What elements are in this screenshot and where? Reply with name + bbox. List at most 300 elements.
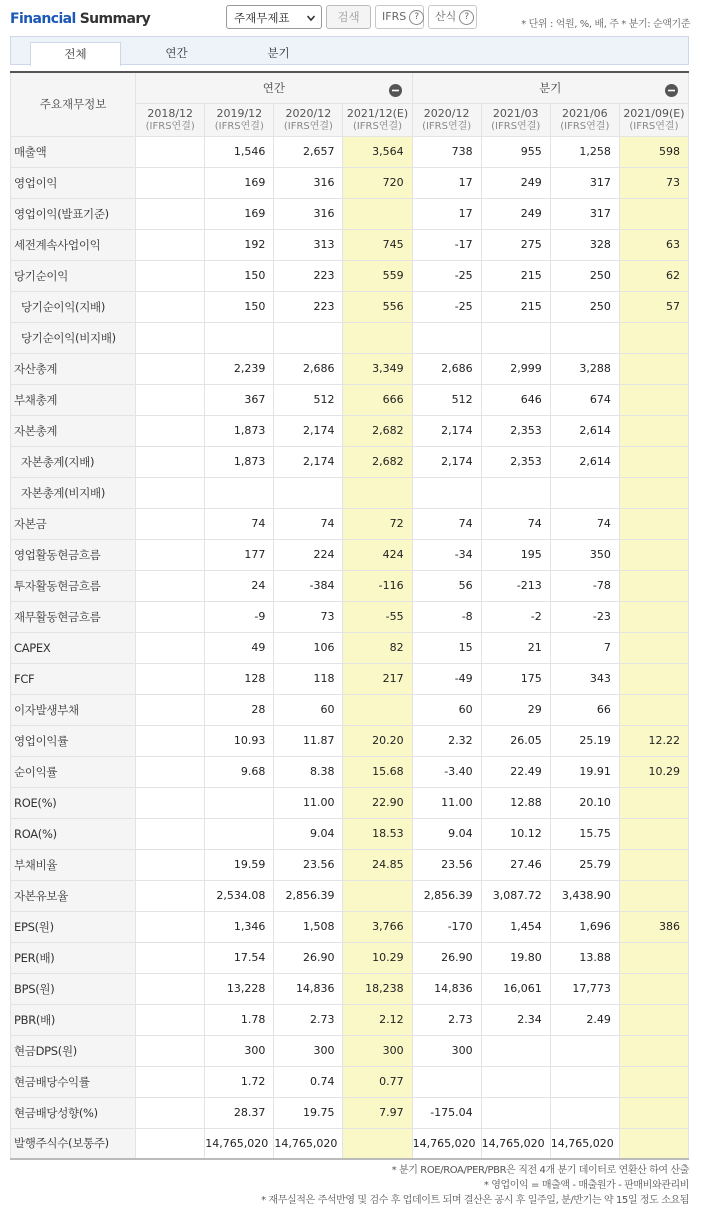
- table-cell: 2,686: [412, 353, 481, 384]
- table-cell: 1,346: [205, 911, 274, 942]
- table-cell: 13.88: [550, 942, 619, 973]
- table-cell: -213: [481, 570, 550, 601]
- table-cell: [619, 353, 688, 384]
- row-label: 자본총계(비지배): [11, 477, 136, 508]
- table-cell: 2,174: [412, 415, 481, 446]
- row-label: 세전계속사업이익: [11, 229, 136, 260]
- table-cell: 9.04: [412, 818, 481, 849]
- table-cell: 24: [205, 570, 274, 601]
- table-cell: 745: [343, 229, 412, 260]
- table-cell: 2,353: [481, 415, 550, 446]
- table-cell: 313: [274, 229, 343, 260]
- table-cell: 9.68: [205, 756, 274, 787]
- table-cell: 0.74: [274, 1066, 343, 1097]
- table-cell: 28.37: [205, 1097, 274, 1128]
- table-cell: 13,228: [205, 973, 274, 1004]
- table-cell: 215: [481, 291, 550, 322]
- tab-all[interactable]: 전체: [30, 42, 121, 66]
- table-row: [11, 725, 689, 756]
- table-cell: [136, 539, 205, 570]
- table-row: [11, 539, 689, 570]
- table-cell: -384: [274, 570, 343, 601]
- table-cell: [136, 601, 205, 632]
- table-cell: -2: [481, 601, 550, 632]
- row-label: 자본유보율: [11, 880, 136, 911]
- table-cell: 1,454: [481, 911, 550, 942]
- table-cell: [136, 818, 205, 849]
- row-label: 영업이익: [11, 167, 136, 198]
- table-cell: 82: [343, 632, 412, 663]
- table-cell: [412, 477, 481, 508]
- table-cell: 26.90: [274, 942, 343, 973]
- table-cell: 2,856.39: [412, 880, 481, 911]
- row-label: 자본금: [11, 508, 136, 539]
- table-cell: 1,696: [550, 911, 619, 942]
- quarter-group-header: [412, 72, 688, 103]
- statement-type-value: 주재무제표: [234, 11, 290, 25]
- table-cell: 17: [412, 198, 481, 229]
- table-cell: [550, 1035, 619, 1066]
- title-summary: Summary: [79, 11, 151, 27]
- help-icon: ?: [459, 10, 474, 25]
- table-cell: 15.75: [550, 818, 619, 849]
- table-cell: 21: [481, 632, 550, 663]
- formula-help-button[interactable]: [428, 5, 477, 29]
- table-cell: 11.00: [274, 787, 343, 818]
- table-cell: 18,238: [343, 973, 412, 1004]
- period-label: 2021/09(E): [623, 106, 685, 120]
- table-row: [11, 880, 689, 911]
- table-cell: [136, 1035, 205, 1066]
- table-cell: [550, 1097, 619, 1128]
- table-cell: 7.97: [343, 1097, 412, 1128]
- table-cell: 24.85: [343, 849, 412, 880]
- table-cell: 2,239: [205, 353, 274, 384]
- table-cell: [136, 167, 205, 198]
- table-row: [11, 787, 689, 818]
- footnote-3: * 재무실적은 주석반영 및 검수 후 업데이트 되며 결산은 공시 후 일주일, 분/반기는 약 15일 정도 소요됨: [261, 1195, 689, 1206]
- table-cell: 128: [205, 663, 274, 694]
- statement-type-select[interactable]: [226, 5, 322, 29]
- table-cell: [136, 446, 205, 477]
- table-cell: -49: [412, 663, 481, 694]
- period-header: [550, 103, 619, 136]
- table-row: [11, 1097, 689, 1128]
- table-cell: 1,258: [550, 136, 619, 167]
- table-cell: -9: [205, 601, 274, 632]
- table-row: [11, 663, 689, 694]
- table-cell: 367: [205, 384, 274, 415]
- table-cell: 19.80: [481, 942, 550, 973]
- table-cell: 3,564: [343, 136, 412, 167]
- table-cell: 2,682: [343, 415, 412, 446]
- table-cell: [619, 1097, 688, 1128]
- table-cell: 7: [550, 632, 619, 663]
- table-cell: [136, 663, 205, 694]
- table-cell: [619, 477, 688, 508]
- row-label: PBR(배): [11, 1004, 136, 1035]
- table-cell: [136, 694, 205, 725]
- table-cell: [136, 136, 205, 167]
- table-cell: [274, 477, 343, 508]
- table-cell: 16,061: [481, 973, 550, 1004]
- table-cell: 73: [274, 601, 343, 632]
- table-cell: -55: [343, 601, 412, 632]
- table-cell: [136, 353, 205, 384]
- table-cell: [136, 973, 205, 1004]
- table-cell: 26.90: [412, 942, 481, 973]
- table-cell: [205, 477, 274, 508]
- table-cell: 14,836: [412, 973, 481, 1004]
- table-row: [11, 415, 689, 446]
- row-label: 부채비율: [11, 849, 136, 880]
- table-cell: [619, 663, 688, 694]
- table-cell: [481, 1097, 550, 1128]
- row-label: 투자활동현금흐름: [11, 570, 136, 601]
- table-cell: [136, 322, 205, 353]
- table-cell: 20.20: [343, 725, 412, 756]
- table-cell: 3,438.90: [550, 880, 619, 911]
- table-cell: [136, 787, 205, 818]
- table-cell: [136, 477, 205, 508]
- table-row: [11, 601, 689, 632]
- tab-quarter[interactable]: 분기: [267, 46, 290, 60]
- table-cell: [136, 632, 205, 663]
- table-cell: 72: [343, 508, 412, 539]
- table-cell: 11.00: [412, 787, 481, 818]
- period-basis: (IFRS연결): [214, 120, 264, 132]
- period-label: 2018/12: [147, 106, 194, 120]
- table-cell: 8.38: [274, 756, 343, 787]
- table-cell: [619, 415, 688, 446]
- row-label: 당기순이익(지배): [11, 291, 136, 322]
- title-financial: Financial: [10, 11, 76, 27]
- table-cell: 1,546: [205, 136, 274, 167]
- table-cell: 598: [619, 136, 688, 167]
- table-row: [11, 818, 689, 849]
- table-cell: [481, 322, 550, 353]
- table-cell: 1.72: [205, 1066, 274, 1097]
- table-row: [11, 1004, 689, 1035]
- tab-annual[interactable]: 연간: [165, 46, 188, 60]
- table-cell: 60: [412, 694, 481, 725]
- table-cell: [619, 1035, 688, 1066]
- table-cell: [619, 787, 688, 818]
- table-row: [11, 1066, 689, 1097]
- table-cell: 192: [205, 229, 274, 260]
- annual-group-label: 연간: [262, 80, 285, 95]
- table-cell: -34: [412, 539, 481, 570]
- table-cell: 3,349: [343, 353, 412, 384]
- row-label: 당기순이익: [11, 260, 136, 291]
- table-cell: 17.54: [205, 942, 274, 973]
- period-basis: (IFRS연결): [145, 120, 195, 132]
- table-cell: [136, 725, 205, 756]
- row-label: 당기순이익(비지배): [11, 322, 136, 353]
- table-cell: -25: [412, 291, 481, 322]
- table-cell: 666: [343, 384, 412, 415]
- table-cell: [619, 1004, 688, 1035]
- table-cell: 12.88: [481, 787, 550, 818]
- table-row: [11, 291, 689, 322]
- period-basis: (IFRS연결): [352, 120, 403, 132]
- table-cell: [619, 880, 688, 911]
- table-cell: 559: [343, 260, 412, 291]
- table-cell: 74: [550, 508, 619, 539]
- period-header: [136, 103, 205, 136]
- table-cell: 215: [481, 260, 550, 291]
- table-cell: 14,765,020: [412, 1128, 481, 1159]
- table-cell: 317: [550, 198, 619, 229]
- table-cell: 14,765,020: [550, 1128, 619, 1159]
- table-cell: 512: [412, 384, 481, 415]
- table-cell: 1.78: [205, 1004, 274, 1035]
- table-cell: -8: [412, 601, 481, 632]
- table-cell: 2,856.39: [274, 880, 343, 911]
- table-cell: 2.73: [274, 1004, 343, 1035]
- table-cell: [136, 384, 205, 415]
- collapse-quarter-icon[interactable]: [665, 84, 678, 97]
- table-cell: 49: [205, 632, 274, 663]
- table-cell: [619, 198, 688, 229]
- table-cell: [412, 1066, 481, 1097]
- table-cell: [136, 415, 205, 446]
- period-header: [274, 103, 343, 136]
- table-cell: [619, 570, 688, 601]
- table-cell: [619, 508, 688, 539]
- row-label: 발행주식수(보통주): [11, 1128, 136, 1159]
- table-cell: 66: [550, 694, 619, 725]
- table-cell: 2.34: [481, 1004, 550, 1035]
- table-cell: 3,087.72: [481, 880, 550, 911]
- table-row: [11, 911, 689, 942]
- table-cell: 250: [550, 260, 619, 291]
- table-cell: -170: [412, 911, 481, 942]
- table-cell: 217: [343, 663, 412, 694]
- period-header: [412, 103, 481, 136]
- table-cell: 512: [274, 384, 343, 415]
- table-row: [11, 570, 689, 601]
- table-cell: [619, 539, 688, 570]
- table-row: [11, 756, 689, 787]
- table-cell: 19.91: [550, 756, 619, 787]
- table-cell: 386: [619, 911, 688, 942]
- table-cell: 10.93: [205, 725, 274, 756]
- table-cell: 14,765,020: [274, 1128, 343, 1159]
- table-cell: 2,174: [274, 415, 343, 446]
- table-cell: 1,873: [205, 446, 274, 477]
- table-cell: 17: [412, 167, 481, 198]
- table-row: [11, 260, 689, 291]
- table-row: [11, 477, 689, 508]
- header-bar: [0, 0, 701, 36]
- table-cell: 2,353: [481, 446, 550, 477]
- table-cell: 223: [274, 260, 343, 291]
- table-cell: 424: [343, 539, 412, 570]
- chevron-down-icon: [307, 14, 315, 22]
- financial-table: [10, 71, 689, 1160]
- table-cell: 2,174: [274, 446, 343, 477]
- period-label: 2019/12: [216, 106, 263, 120]
- table-cell: [619, 942, 688, 973]
- table-row: [11, 1035, 689, 1066]
- table-cell: [619, 322, 688, 353]
- row-label: 자본총계: [11, 415, 136, 446]
- table-cell: 29: [481, 694, 550, 725]
- table-cell: 195: [481, 539, 550, 570]
- table-cell: 73: [619, 167, 688, 198]
- table-cell: [619, 1128, 688, 1159]
- table-cell: [481, 1035, 550, 1066]
- table-cell: 223: [274, 291, 343, 322]
- table-cell: 150: [205, 291, 274, 322]
- table-cell: [343, 198, 412, 229]
- table-cell: [343, 880, 412, 911]
- table-row: [11, 229, 689, 260]
- table-cell: [274, 322, 343, 353]
- table-cell: 317: [550, 167, 619, 198]
- row-label: BPS(원): [11, 973, 136, 1004]
- table-cell: [136, 1097, 205, 1128]
- ifrs-help-button[interactable]: [375, 5, 424, 29]
- table-cell: 2,174: [412, 446, 481, 477]
- row-label: 재무활동현금흐름: [11, 601, 136, 632]
- period-label: 2021/06: [561, 106, 608, 120]
- table-cell: [343, 694, 412, 725]
- table-cell: 328: [550, 229, 619, 260]
- table-cell: 25.79: [550, 849, 619, 880]
- table-cell: -78: [550, 570, 619, 601]
- row-label: CAPEX: [11, 632, 136, 663]
- table-row: [11, 322, 689, 353]
- table-cell: 2.12: [343, 1004, 412, 1035]
- table-cell: -175.04: [412, 1097, 481, 1128]
- table-row: [11, 632, 689, 663]
- table-cell: 2,999: [481, 353, 550, 384]
- table-cell: 3,766: [343, 911, 412, 942]
- table-cell: [136, 1128, 205, 1159]
- table-cell: 74: [205, 508, 274, 539]
- table-cell: 25.19: [550, 725, 619, 756]
- table-cell: 175: [481, 663, 550, 694]
- table-cell: [136, 508, 205, 539]
- period-label: 2020/12: [285, 106, 332, 120]
- table-cell: [205, 787, 274, 818]
- table-cell: [550, 322, 619, 353]
- row-label: 영업활동현금흐름: [11, 539, 136, 570]
- row-label: 영업이익(발표기준): [11, 198, 136, 229]
- table-cell: 674: [550, 384, 619, 415]
- table-cell: [619, 849, 688, 880]
- row-label: 매출액: [11, 136, 136, 167]
- table-cell: 2,686: [274, 353, 343, 384]
- table-cell: [136, 291, 205, 322]
- row-label: 현금배당성향(%): [11, 1097, 136, 1128]
- table-cell: [412, 322, 481, 353]
- table-cell: -23: [550, 601, 619, 632]
- annual-group-header: [136, 72, 412, 103]
- table-row: [11, 1128, 689, 1159]
- row-label: ROA(%): [11, 818, 136, 849]
- table-cell: 14,765,020: [481, 1128, 550, 1159]
- table-cell: 22.90: [343, 787, 412, 818]
- table-cell: 249: [481, 167, 550, 198]
- financial-table-body: [11, 136, 689, 1159]
- table-cell: 56: [412, 570, 481, 601]
- table-cell: [136, 911, 205, 942]
- table-cell: 275: [481, 229, 550, 260]
- table-cell: [481, 1066, 550, 1097]
- table-cell: 169: [205, 167, 274, 198]
- table-cell: 60: [274, 694, 343, 725]
- table-row: [11, 508, 689, 539]
- table-cell: [619, 818, 688, 849]
- table-cell: [619, 632, 688, 663]
- table-cell: 3,288: [550, 353, 619, 384]
- table-cell: [619, 1066, 688, 1097]
- table-cell: -25: [412, 260, 481, 291]
- table-row: [11, 942, 689, 973]
- table-cell: 646: [481, 384, 550, 415]
- table-row: [11, 849, 689, 880]
- table-cell: [205, 818, 274, 849]
- table-cell: [136, 942, 205, 973]
- table-cell: [136, 570, 205, 601]
- period-basis: (IFRS연결): [491, 120, 541, 132]
- collapse-annual-icon[interactable]: [389, 84, 402, 97]
- table-cell: 57: [619, 291, 688, 322]
- table-cell: 10.12: [481, 818, 550, 849]
- table-row: [11, 694, 689, 725]
- table-cell: [136, 1004, 205, 1035]
- table-cell: 224: [274, 539, 343, 570]
- row-label: 이자발생부채: [11, 694, 136, 725]
- table-cell: 19.59: [205, 849, 274, 880]
- table-cell: [619, 694, 688, 725]
- row-header-label: 주요재무정보: [11, 72, 136, 136]
- footnote-1: * 분기 ROE/ROA/PER/PBR은 직전 4개 분기 데이터로 연환산 하여 산출: [391, 1165, 689, 1176]
- table-cell: 955: [481, 136, 550, 167]
- table-cell: [550, 1066, 619, 1097]
- table-cell: 300: [343, 1035, 412, 1066]
- table-row: [11, 973, 689, 1004]
- table-cell: 17,773: [550, 973, 619, 1004]
- table-cell: 22.49: [481, 756, 550, 787]
- help-icon: ?: [409, 10, 424, 25]
- row-label: FCF: [11, 663, 136, 694]
- table-row: [11, 136, 689, 167]
- table-cell: [136, 756, 205, 787]
- table-cell: 14,836: [274, 973, 343, 1004]
- period-basis: (IFRS연결): [283, 120, 333, 132]
- table-cell: -3.40: [412, 756, 481, 787]
- table-row: [11, 353, 689, 384]
- table-cell: -17: [412, 229, 481, 260]
- table-cell: [136, 1066, 205, 1097]
- table-cell: 26.05: [481, 725, 550, 756]
- table-cell: 15: [412, 632, 481, 663]
- table-cell: [343, 322, 412, 353]
- search-button[interactable]: 검색: [326, 5, 371, 29]
- table-cell: 20.10: [550, 787, 619, 818]
- table-cell: [619, 973, 688, 1004]
- table-cell: 738: [412, 136, 481, 167]
- row-label: 영업이익률: [11, 725, 136, 756]
- row-label: 현금배당수익률: [11, 1066, 136, 1097]
- table-cell: 177: [205, 539, 274, 570]
- table-cell: [205, 322, 274, 353]
- table-row: [11, 198, 689, 229]
